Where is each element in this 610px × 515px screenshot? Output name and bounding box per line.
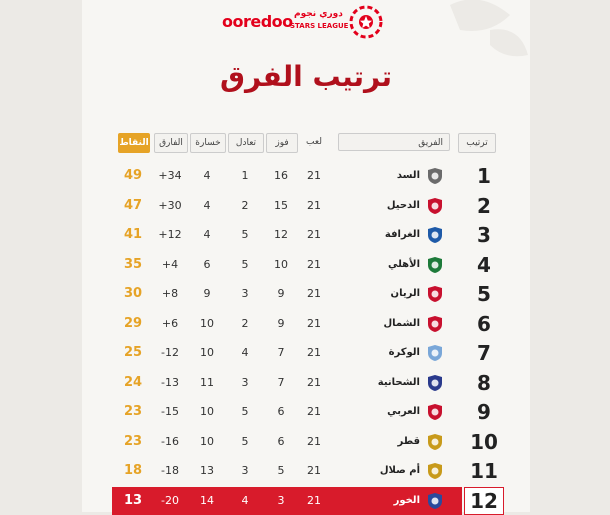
won-cell: 6 <box>277 405 285 418</box>
lost-cell: 10 <box>200 405 214 418</box>
rank-number: 12 <box>470 488 498 513</box>
rank-number: 2 <box>477 193 491 218</box>
diff-cell: +6 <box>161 316 179 330</box>
table-row <box>112 310 530 338</box>
lost-cell: 14 <box>200 493 214 507</box>
team-crest-icon <box>426 374 444 392</box>
won-cell: 7 <box>277 375 285 389</box>
table-row <box>112 280 530 308</box>
table-row <box>112 339 530 367</box>
rank-number: 5 <box>477 282 491 306</box>
lost-cell: 10 <box>200 346 214 359</box>
diff-cell: -16 <box>161 434 179 448</box>
table-row <box>112 221 530 249</box>
lost-cell: 13 <box>200 464 214 477</box>
header-won: فوز <box>266 133 298 153</box>
rank-number: 9 <box>477 400 491 424</box>
lost-cell: 9 <box>203 287 211 300</box>
team-crest-icon <box>426 344 444 362</box>
team-crest-icon <box>426 285 444 303</box>
diff-cell: -12 <box>161 346 179 359</box>
played-cell: 21 <box>307 198 321 212</box>
played-cell: 21 <box>307 346 321 359</box>
played-cell: 21 <box>307 228 321 241</box>
team-name: الخور <box>393 494 420 506</box>
team-name: الوكرة <box>388 347 420 358</box>
diff-cell: +8 <box>161 287 179 300</box>
drawn-cell: 4 <box>241 346 249 359</box>
drawn-cell: 5 <box>241 257 249 271</box>
team-name: الشمال <box>383 317 420 329</box>
played-cell: 21 <box>307 257 321 271</box>
rank-number: 10 <box>470 429 498 454</box>
stars-league-badge-icon <box>348 4 384 40</box>
played-cell: 21 <box>307 375 321 389</box>
lost-cell: 10 <box>200 434 214 448</box>
won-cell: 7 <box>277 346 285 359</box>
points-cell: 13 <box>123 492 143 508</box>
diff-cell: -13 <box>161 375 179 389</box>
team-crest-icon <box>426 226 444 244</box>
diff-cell: -18 <box>161 464 179 477</box>
drawn-cell: 2 <box>241 198 249 212</box>
team-name: الشحانية <box>377 376 420 388</box>
won-cell: 3 <box>277 493 285 507</box>
played-cell: 21 <box>307 316 321 330</box>
team-name: الدحيل <box>386 199 420 211</box>
team-crest-icon <box>426 462 444 480</box>
lost-cell: 4 <box>203 228 211 241</box>
team-crest-icon <box>426 492 444 510</box>
drawn-cell: 1 <box>241 169 249 182</box>
points-cell: 23 <box>123 433 143 449</box>
header-lost: خسارة <box>190 133 226 153</box>
table-row <box>112 369 530 397</box>
team-name: الريان <box>390 288 420 299</box>
played-cell: 21 <box>307 287 321 300</box>
rank-number: 11 <box>470 459 498 483</box>
drawn-cell: 5 <box>241 434 249 448</box>
diff-cell: -20 <box>161 493 179 507</box>
points-cell: 35 <box>123 256 143 272</box>
won-cell: 9 <box>277 287 285 300</box>
header-points: النقاط <box>118 133 150 153</box>
league-name-english: STARS LEAGUE <box>290 22 349 30</box>
diff-cell: +4 <box>161 257 179 271</box>
header-team: الفريق <box>338 133 450 151</box>
header-rank: ترتيب <box>458 133 496 153</box>
table-row <box>112 162 530 190</box>
header-drawn: تعادل <box>228 133 264 153</box>
won-cell: 6 <box>277 434 285 448</box>
drawn-cell: 3 <box>241 375 249 389</box>
lost-cell: 6 <box>203 257 211 271</box>
team-name: الأهلي <box>387 258 420 270</box>
team-name: العربي <box>387 406 420 417</box>
rank-number: 4 <box>477 252 491 277</box>
points-cell: 23 <box>123 404 143 419</box>
drawn-cell: 5 <box>241 405 249 418</box>
played-cell: 21 <box>307 464 321 477</box>
diff-cell: +34 <box>158 169 182 182</box>
drawn-cell: 2 <box>241 316 249 330</box>
table-row <box>112 428 530 456</box>
team-crest-icon <box>426 403 444 421</box>
table-row <box>112 487 530 515</box>
standings-card <box>82 0 530 512</box>
played-cell: 21 <box>307 405 321 418</box>
table-row <box>112 251 530 279</box>
lost-cell: 10 <box>200 316 214 330</box>
table-row <box>112 398 530 426</box>
played-cell: 21 <box>307 493 321 507</box>
team-name: الغرافة <box>384 229 420 240</box>
diff-cell: +12 <box>158 228 182 241</box>
won-cell: 5 <box>277 464 285 477</box>
points-cell: 47 <box>123 197 143 213</box>
team-crest-icon <box>426 197 444 215</box>
team-crest-icon <box>426 167 444 185</box>
drawn-cell: 4 <box>241 493 249 507</box>
team-name: أم صلال <box>379 465 420 476</box>
drawn-cell: 5 <box>241 228 249 241</box>
diff-cell: -15 <box>161 405 179 418</box>
lost-cell: 4 <box>203 169 211 182</box>
rank-number: 3 <box>477 223 491 247</box>
rank-number: 8 <box>477 370 491 395</box>
team-crest-icon <box>426 256 444 274</box>
ooredoo-logo: ooredoo <box>222 12 293 31</box>
won-cell: 15 <box>274 198 288 212</box>
drawn-cell: 3 <box>241 464 249 477</box>
rank-number: 1 <box>477 164 491 188</box>
points-cell: 49 <box>123 168 143 183</box>
points-cell: 30 <box>123 286 143 301</box>
rank-number: 7 <box>477 341 491 365</box>
lost-cell: 4 <box>203 198 211 212</box>
table-row <box>112 457 530 485</box>
league-name-arabic: دوري نجوم <box>294 9 343 19</box>
points-cell: 29 <box>123 315 143 331</box>
diff-cell: +30 <box>158 198 182 212</box>
points-cell: 18 <box>123 463 143 478</box>
sponsor-header <box>222 4 462 40</box>
team-crest-icon <box>426 433 444 451</box>
team-name: السد <box>396 170 420 181</box>
played-cell: 21 <box>307 434 321 448</box>
page-title: ترتيب الفرق <box>220 60 392 93</box>
team-crest-icon <box>426 315 444 333</box>
won-cell: 10 <box>274 257 288 271</box>
header-diff: الفارق <box>154 133 188 153</box>
lost-cell: 11 <box>200 375 214 389</box>
points-cell: 41 <box>123 227 143 242</box>
rank-number: 6 <box>477 311 491 336</box>
won-cell: 12 <box>274 228 288 241</box>
table-row <box>112 192 530 220</box>
won-cell: 9 <box>277 316 285 330</box>
points-cell: 25 <box>123 345 143 360</box>
header-played: لعب <box>306 137 322 147</box>
played-cell: 21 <box>307 169 321 182</box>
won-cell: 16 <box>274 169 288 182</box>
team-name: قطر <box>397 435 420 447</box>
drawn-cell: 3 <box>241 287 249 300</box>
points-cell: 24 <box>123 374 143 390</box>
